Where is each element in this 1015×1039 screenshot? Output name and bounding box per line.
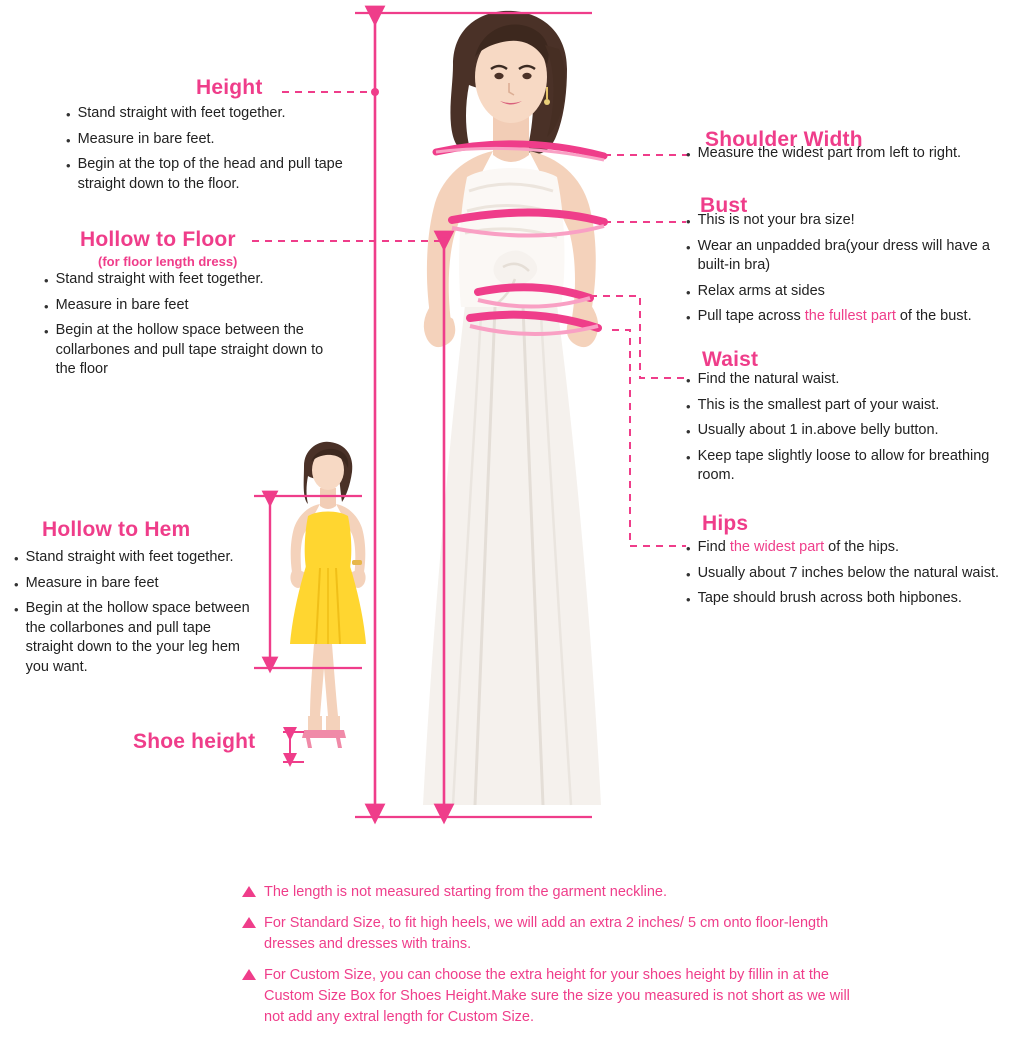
warning-triangle-icon (242, 917, 256, 928)
bullet-dot: • (686, 147, 691, 162)
bullet-dot: • (686, 541, 691, 556)
shoe-height-heading: Shoe height (133, 730, 256, 753)
bust-highlight: the fullest part (804, 308, 896, 325)
list-item: • Measure in bare feet (44, 296, 189, 314)
hips-widest-part-text: Find the widest part of the hips. (697, 539, 900, 555)
list-item: • Stand straight with feet together. (44, 271, 264, 288)
list-item: • Usually about 7 inches below the natural waist. (686, 564, 1000, 582)
warning-triangle-icon (242, 969, 256, 980)
list-item: • Begin at the hollow space between the collarbones and pull tape straight down to the your leg hem you want. (14, 600, 250, 675)
hips-bullets (686, 538, 1002, 615)
list-item: • This is not your bra size! (686, 212, 855, 229)
waist-heading: Waist (702, 348, 759, 371)
bullet-dot: • (686, 424, 691, 440)
bust-fullest-part-text: Pull tape across the fullest part of the bust. (697, 308, 972, 325)
bullet-dot: • (686, 239, 691, 255)
height-heading: Height (196, 76, 263, 99)
note-item: For Custom Size, you can choose the extra height for your shoes height by fillin in at the Custom Size Box for Shoes Height.Make sure the size you measured is not short as we will not add any extral length for Custom Size. (242, 965, 882, 1028)
hollow-to-floor-bullets (44, 270, 334, 386)
bullet-dot: • (686, 566, 691, 582)
bullet-dot: • (44, 273, 49, 288)
list-item: • Measure in bare feet (14, 574, 159, 592)
list-item: • Begin at the top of the head and pull tape straight down to the floor. (66, 156, 343, 192)
warning-triangle-icon (242, 886, 256, 897)
list-item-highlighted (686, 307, 1008, 327)
bullet-dot: • (66, 107, 71, 122)
list-item: • Measure the widest part from left to right. (686, 145, 962, 162)
hollow-to-hem-bullets (14, 548, 252, 683)
note-item: For Standard Size, to fit high heels, we will add an extra 2 inches/ 5 cm onto floor-length dresses and dresses with trains. (242, 913, 882, 955)
list-item-highlighted (686, 538, 1002, 558)
bullet-dot: • (66, 158, 71, 174)
bullet-dot: • (686, 449, 691, 465)
list-item: • Stand straight with feet together. (14, 549, 234, 566)
bullet-dot: • (44, 298, 49, 314)
list-item: • This is the smallest part of your waist. (686, 396, 940, 414)
list-item: • Tape should brush across both hipbones. (686, 590, 962, 608)
list-item: • Relax arms at sides (686, 282, 825, 300)
shoulder-width-heading: Shoulder Width (705, 128, 863, 151)
bullet-dot: • (686, 284, 691, 300)
bullet-dot: • (14, 576, 19, 592)
footer-notes (242, 882, 882, 1038)
bullet-dot: • (66, 132, 71, 148)
bullet-dot: • (686, 592, 691, 608)
list-item: • Stand straight with feet together. (66, 105, 286, 122)
bullet-dot: • (686, 373, 691, 388)
list-item: • Wear an unpadded bra(your dress will have a built-in bra) (686, 237, 990, 274)
hips-heading: Hips (702, 512, 749, 535)
list-item: • Usually about 1 in.above belly button. (686, 422, 939, 440)
hollow-to-hem-heading: Hollow to Hem (42, 518, 191, 541)
list-item: • Begin at the hollow space between the collarbones and pull tape straight down to the floor (44, 322, 324, 378)
shoulder-width-bullets (686, 144, 1006, 170)
bullet-dot: • (14, 551, 19, 566)
height-bullets (66, 104, 346, 200)
bullet-dot: • (686, 398, 691, 414)
bullet-dot: • (14, 602, 19, 618)
bust-heading: Bust (700, 194, 748, 217)
bullet-dot: • (686, 214, 691, 229)
list-item: • Measure in bare feet. (66, 130, 215, 148)
list-item: • Keep tape slightly loose to allow for breathing room. (686, 447, 990, 484)
bullet-dot: • (686, 310, 691, 326)
bullet-dot: • (44, 324, 49, 340)
waist-bullets (686, 370, 996, 492)
note-item: The length is not measured starting from the garment neckline. (242, 882, 882, 903)
list-item: • Find the natural waist. (686, 371, 840, 388)
bust-bullets (686, 211, 1008, 333)
hollow-to-floor-heading: Hollow to Floor (for floor length dress) (80, 228, 238, 269)
hips-highlight: the widest part (729, 539, 825, 555)
